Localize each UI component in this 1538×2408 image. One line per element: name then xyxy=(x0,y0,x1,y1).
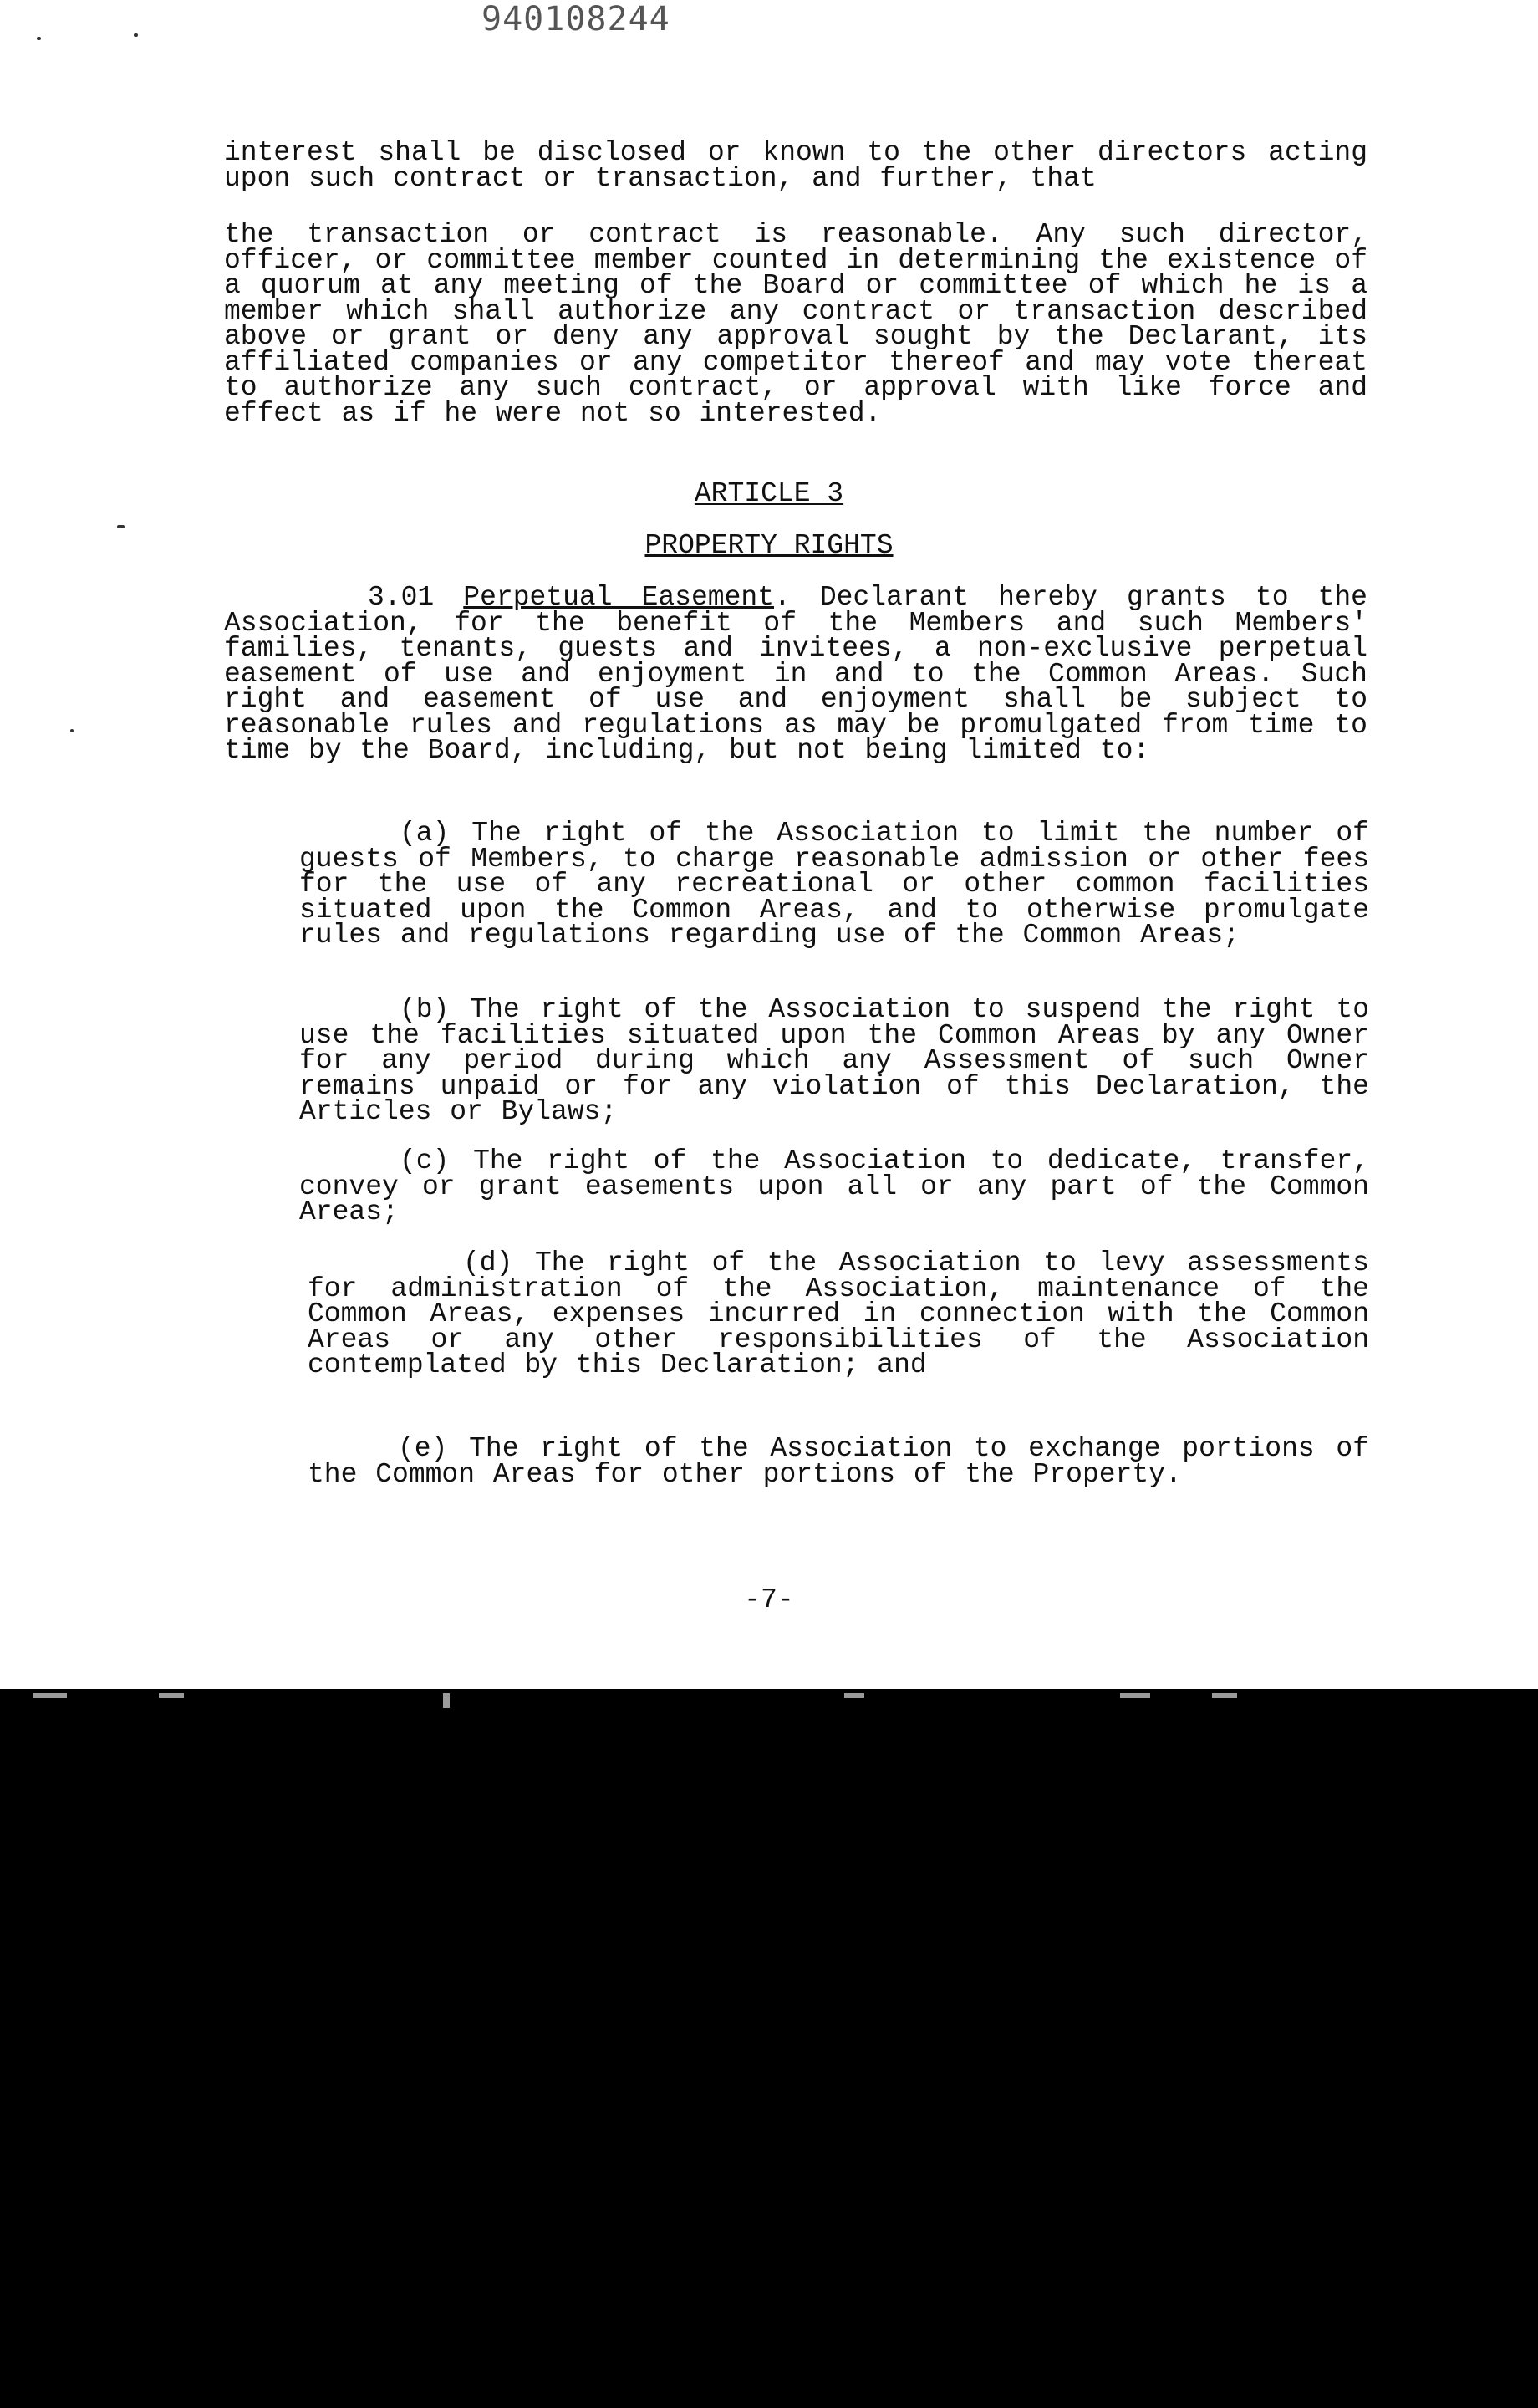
article-title xyxy=(0,532,1538,560)
article-heading xyxy=(0,480,1538,508)
article-heading-text: ARTICLE 3 xyxy=(694,478,844,509)
continuation-paragraph-1: interest shall be disclosed or known to the other directors acting upon such contract or transaction, and further, that xyxy=(224,137,1367,194)
scan-black-region xyxy=(0,1689,1538,2408)
scan-speck xyxy=(37,37,41,40)
scan-noise-line xyxy=(1120,1693,1150,1698)
section-number: 3.01 xyxy=(368,582,435,613)
list-item-b: (b) The right of the Association to suspend the right to use the facilities situated upon the Common Areas by any Owner for any period during which any Assessment of such Owner remains unpaid or for any violation of this Declaration, the Articles or Bylaws; xyxy=(299,994,1369,1127)
scan-noise-line xyxy=(844,1693,864,1698)
list-item-a: (a) The right of the Association to limit the number of guests of Members, to charge reasonable admission or other fees for the use of any recreational or other common facilities situated upon the Common Areas, and to otherwise promulgate rules and regulations regarding use of the Common Areas; xyxy=(299,818,1369,951)
section-3-01-paragraph xyxy=(224,582,1367,766)
list-item-d: (d) The right of the Association to levy assessments for administration of the Association, maintenance of the Common Areas, expenses incurred in connection with the Common Areas or any other responsibilities of the Association contemplated by this Declaration; and xyxy=(308,1247,1369,1380)
document-number-stamp: 940108244 xyxy=(481,0,670,38)
scan-speck xyxy=(117,525,125,528)
scan-noise-line xyxy=(159,1693,184,1698)
section-text: . Declarant hereby grants to the Association, for the benefit of the Members and such Members' families, tenants, guests and invitees, a non-exclusive perpetual easement of use and enjoyment in and to the Common Areas. Such right and easement of use and enjoyment shall be subject to reasonable rules and regulations as may be promulgated from time to time by the Board, including, but not being limited to: xyxy=(224,582,1367,766)
article-title-text: PROPERTY RIGHTS xyxy=(644,530,894,561)
page-number: -7- xyxy=(744,1584,794,1615)
scan-speck xyxy=(70,729,74,732)
scan-speck xyxy=(134,33,138,37)
list-item-e: (e) The right of the Association to exchange portions of the Common Areas for other portions of the Property. xyxy=(308,1433,1369,1490)
list-item-c: (c) The right of the Association to dedicate, transfer, convey or grant easements upon all or any part of the Common Areas; xyxy=(299,1145,1369,1227)
scan-noise-line xyxy=(443,1693,450,1708)
scan-noise-line xyxy=(33,1693,67,1698)
scan-noise-line xyxy=(1212,1693,1237,1698)
continuation-paragraph-2: the transaction or contract is reasonable. Any such director, officer, or committee member counted in determining the existence of a quorum at any meeting of the Board or committee of which he is a member which shall authorize any contract or transaction described above or grant or deny any approval sought by the Declarant, its affiliated companies or any competitor thereof and may vote thereat to authorize any such contract, or approval with like force and effect as if he were not so interested. xyxy=(224,219,1367,429)
section-title: Perpetual Easement xyxy=(463,582,774,613)
